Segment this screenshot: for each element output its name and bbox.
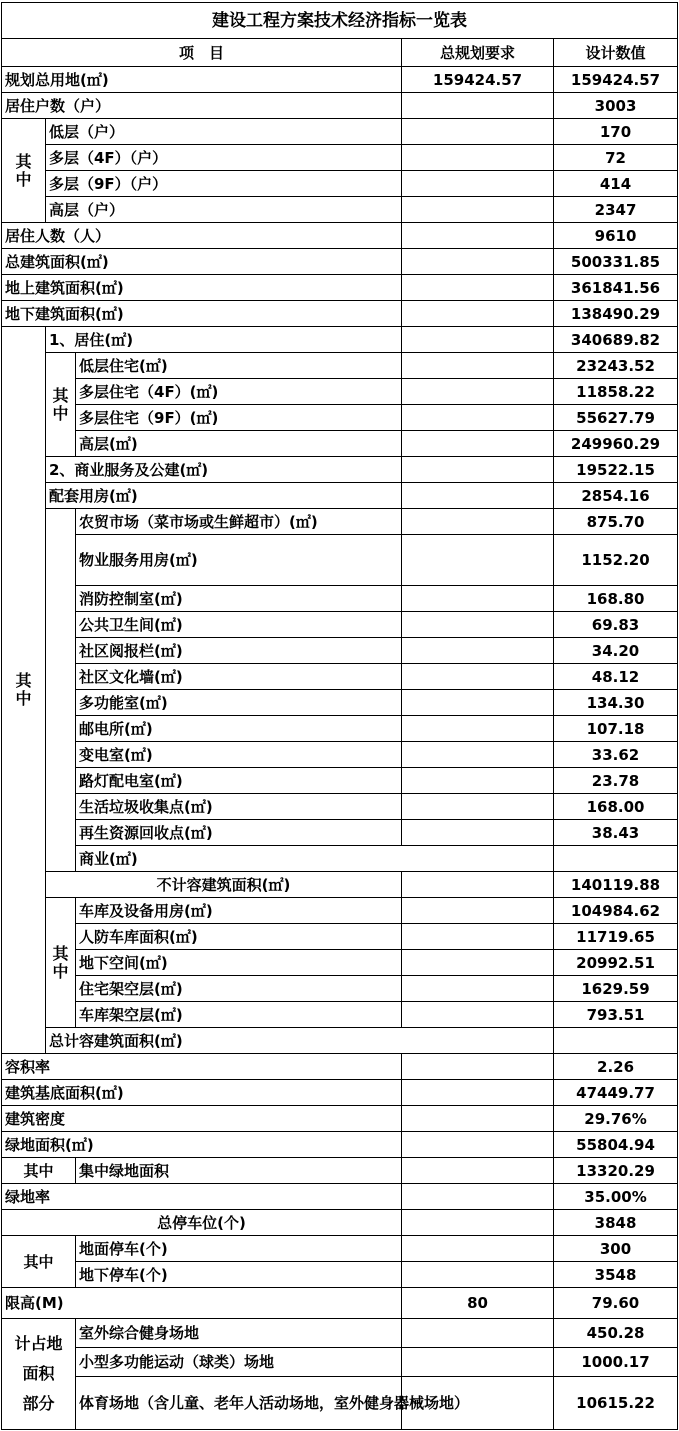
row-plan-value	[402, 1002, 554, 1028]
row-design-value: 29.76%	[554, 1106, 678, 1132]
row-plan-value	[402, 431, 554, 457]
row-design-value: 1000.17	[554, 1348, 678, 1377]
row-label: 路灯配电室(㎡)	[76, 768, 402, 794]
row-design-value: 69.83	[554, 612, 678, 638]
row-design-value: 2.26	[554, 1054, 678, 1080]
row-label: 总停车位(个)	[2, 1210, 402, 1236]
row-plan-value	[402, 1184, 554, 1210]
row-design-value: 168.80	[554, 586, 678, 612]
row-plan-value	[402, 171, 554, 197]
row-label: 住宅架空层(㎡)	[76, 976, 402, 1002]
row-plan-value	[402, 638, 554, 664]
row-design-value: 3848	[554, 1210, 678, 1236]
row-plan-value	[402, 1262, 554, 1288]
row-plan-value	[402, 898, 554, 924]
row-plan-value	[402, 457, 554, 483]
table-row	[2, 1106, 678, 1132]
row-label: 地面停车(个)	[76, 1236, 402, 1262]
row-label: 农贸市场（菜市场或生鲜超市）(㎡)	[76, 509, 402, 535]
row-plan-value	[402, 794, 554, 820]
row-design-value: 414	[554, 171, 678, 197]
row-label: 地上建筑面积(㎡)	[2, 275, 402, 301]
row-plan-value	[402, 1158, 554, 1184]
row-design-value: 875.70	[554, 509, 678, 535]
row-plan-value	[402, 742, 554, 768]
row-design-value: 168.00	[554, 794, 678, 820]
table-row	[2, 327, 678, 353]
table-row	[2, 353, 678, 379]
row-label: 室外综合健身场地	[76, 1319, 402, 1348]
table-row	[2, 1236, 678, 1262]
row-plan-value	[554, 1028, 678, 1054]
row-label: 低层住宅(㎡)	[76, 353, 402, 379]
row-design-value: 300	[554, 1236, 678, 1262]
row-plan-value	[554, 846, 678, 872]
row-design-value: 10615.22	[554, 1377, 678, 1430]
row-design-value: 23.78	[554, 768, 678, 794]
row-design-value: 72	[554, 145, 678, 171]
table-row	[2, 716, 678, 742]
row-label: 车库及设备用房(㎡)	[76, 898, 402, 924]
header-design: 设计数值	[554, 39, 678, 67]
row-label: 车库架空层(㎡)	[76, 1002, 402, 1028]
row-label: 生活垃圾收集点(㎡)	[76, 794, 402, 820]
row-plan-value	[402, 1210, 554, 1236]
qizhong-inline-label: 其中	[2, 1236, 76, 1288]
row-plan-value	[402, 119, 554, 145]
row-plan-value	[402, 768, 554, 794]
row-label: 体育场地（含儿童、老年人活动场地，室外健身器械场地）	[76, 1377, 402, 1430]
row-label: 人防车库面积(㎡)	[76, 924, 402, 950]
row-plan-value	[402, 327, 554, 353]
table-row	[2, 1028, 678, 1054]
row-label: 总建筑面积(㎡)	[2, 249, 402, 275]
table-row	[2, 872, 678, 898]
row-label: 配套用房(㎡)	[46, 483, 402, 509]
row-plan-value	[402, 924, 554, 950]
row-design-value: 134.30	[554, 690, 678, 716]
row-design-value: 2347	[554, 197, 678, 223]
indicators-table	[1, 2, 678, 1430]
table-row	[2, 664, 678, 690]
qizhong-label: 其 中	[46, 898, 76, 1028]
table-row	[2, 612, 678, 638]
row-design-value: 340689.82	[554, 327, 678, 353]
row-label: 1、居住(㎡)	[46, 327, 402, 353]
row-design-value: 249960.29	[554, 431, 678, 457]
table-row	[2, 457, 678, 483]
row-plan-value	[402, 1106, 554, 1132]
row-label: 高层（户）	[46, 197, 402, 223]
row-design-value: 38.43	[554, 820, 678, 846]
row-label: 规划总用地(㎡)	[2, 67, 402, 93]
row-design-value: 1152.20	[554, 535, 678, 586]
table-row	[2, 119, 678, 145]
row-label: 集中绿地面积	[76, 1158, 402, 1184]
table-row	[2, 1348, 678, 1377]
row-design-value: 3548	[554, 1262, 678, 1288]
table-row	[2, 301, 678, 327]
row-label: 再生资源回收点(㎡)	[76, 820, 402, 846]
row-label: 变电室(㎡)	[76, 742, 402, 768]
row-label: 多层住宅（4F）(㎡)	[76, 379, 402, 405]
row-label: 社区文化墙(㎡)	[76, 664, 402, 690]
row-design-value: 11858.22	[554, 379, 678, 405]
row-label: 地下停车(个)	[76, 1262, 402, 1288]
row-design-value: 1629.59	[554, 976, 678, 1002]
table-row	[2, 249, 678, 275]
row-plan-value	[402, 301, 554, 327]
row-design-value: 2854.16	[554, 483, 678, 509]
row-design-value: 23243.52	[554, 353, 678, 379]
blank-cell	[46, 509, 76, 872]
row-design-value: 34.20	[554, 638, 678, 664]
table-row	[2, 690, 678, 716]
row-label: 地下建筑面积(㎡)	[2, 301, 402, 327]
row-plan-value	[402, 509, 554, 535]
row-design-value: 793.51	[554, 1002, 678, 1028]
row-design-value: 47449.77	[554, 1080, 678, 1106]
row-design-value: 48.12	[554, 664, 678, 690]
table-row	[2, 846, 678, 872]
table-row	[2, 145, 678, 171]
row-label: 2、商业服务及公建(㎡)	[46, 457, 402, 483]
row-design-value: 13320.29	[554, 1158, 678, 1184]
table-row	[2, 742, 678, 768]
row-label: 消防控制室(㎡)	[76, 586, 402, 612]
row-label: 物业服务用房(㎡)	[76, 535, 402, 586]
table-row	[2, 976, 678, 1002]
row-plan-value	[402, 93, 554, 119]
row-plan-value	[402, 145, 554, 171]
row-plan-value	[402, 872, 554, 898]
row-plan-value	[402, 664, 554, 690]
row-plan-value	[402, 249, 554, 275]
row-label: 邮电所(㎡)	[76, 716, 402, 742]
table-row	[2, 197, 678, 223]
qizhong-label: 其 中	[46, 353, 76, 457]
row-design-value: 9610	[554, 223, 678, 249]
header-plan: 总规划要求	[402, 39, 554, 67]
row-label: 多层（9F）（户）	[46, 171, 402, 197]
row-plan-value	[402, 223, 554, 249]
table-row	[2, 535, 678, 586]
row-label: 低层（户）	[46, 119, 402, 145]
row-label: 建筑基底面积(㎡)	[2, 1080, 402, 1106]
row-plan-value	[402, 586, 554, 612]
table-row	[2, 509, 678, 535]
table-row	[2, 483, 678, 509]
table-row	[2, 1054, 678, 1080]
row-label: 限高(M)	[2, 1288, 402, 1319]
table-row	[2, 1377, 678, 1430]
table-row	[2, 171, 678, 197]
table-row	[2, 223, 678, 249]
row-design-value: 140119.88	[554, 872, 678, 898]
table-row	[2, 1262, 678, 1288]
row-label: 多层（4F）（户）	[46, 145, 402, 171]
row-label: 绿地面积(㎡)	[2, 1132, 402, 1158]
jizhandi-label: 计占地 面积 部分	[2, 1319, 76, 1430]
table-row	[2, 638, 678, 664]
row-design-value: 55804.94	[554, 1132, 678, 1158]
table-row	[2, 1080, 678, 1106]
row-label: 公共卫生间(㎡)	[76, 612, 402, 638]
row-design-value: 20992.51	[554, 950, 678, 976]
table-row	[2, 820, 678, 846]
row-label: 多层住宅（9F）(㎡)	[76, 405, 402, 431]
row-design-value: 35.00%	[554, 1184, 678, 1210]
row-design-value: 361841.56	[554, 275, 678, 301]
row-plan-value	[402, 690, 554, 716]
row-plan-value	[402, 1054, 554, 1080]
table-row	[2, 586, 678, 612]
table-title: 建设工程方案技术经济指标一览表	[2, 3, 678, 39]
row-plan-value	[402, 353, 554, 379]
row-label: 商业(㎡)	[76, 846, 554, 872]
row-label: 小型多功能运动（球类）场地	[76, 1348, 402, 1377]
table-row	[2, 898, 678, 924]
row-label: 社区阅报栏(㎡)	[76, 638, 402, 664]
row-design-value: 19522.15	[554, 457, 678, 483]
qizhong-inline-label: 其中	[2, 1158, 76, 1184]
row-label: 居住户数（户）	[2, 93, 402, 119]
row-design-value: 79.60	[554, 1288, 678, 1319]
table-row	[2, 1158, 678, 1184]
row-plan-value: 80	[402, 1288, 554, 1319]
table-row	[2, 93, 678, 119]
row-design-value: 450.28	[554, 1319, 678, 1348]
table-row	[2, 1002, 678, 1028]
table-row	[2, 950, 678, 976]
table-row	[2, 1132, 678, 1158]
row-plan-value	[402, 483, 554, 509]
row-design-value: 3003	[554, 93, 678, 119]
row-plan-value	[402, 379, 554, 405]
table-row	[2, 794, 678, 820]
row-plan-value	[402, 1348, 554, 1377]
row-label: 高层(㎡)	[76, 431, 402, 457]
table-row	[2, 924, 678, 950]
row-label: 容积率	[2, 1054, 402, 1080]
row-design-value: 104984.62	[554, 898, 678, 924]
row-design-value: 33.62	[554, 742, 678, 768]
row-plan-value	[402, 1236, 554, 1262]
row-plan-value	[402, 1319, 554, 1348]
row-plan-value	[402, 820, 554, 846]
table-row	[2, 405, 678, 431]
row-design-value: 107.18	[554, 716, 678, 742]
table-row	[2, 275, 678, 301]
table-row	[2, 1210, 678, 1236]
row-plan-value	[402, 405, 554, 431]
qizhong-label: 其 中	[2, 119, 46, 223]
qizhong-label: 其 中	[2, 327, 46, 1054]
table-row	[2, 67, 678, 93]
header-item: 项 目	[2, 39, 402, 67]
row-plan-value	[402, 1080, 554, 1106]
table-row	[2, 1288, 678, 1319]
row-label: 多功能室(㎡)	[76, 690, 402, 716]
row-label: 地下空间(㎡)	[76, 950, 402, 976]
row-design-value: 55627.79	[554, 405, 678, 431]
row-label: 总计容建筑面积(㎡)	[46, 1028, 554, 1054]
row-label: 居住人数（人）	[2, 223, 402, 249]
table-row	[2, 1184, 678, 1210]
row-plan-value	[402, 1132, 554, 1158]
row-plan-value	[402, 716, 554, 742]
row-design-value: 170	[554, 119, 678, 145]
table-row	[2, 768, 678, 794]
row-plan-value	[402, 612, 554, 638]
row-plan-value	[402, 197, 554, 223]
table-row	[2, 379, 678, 405]
row-design-value: 11719.65	[554, 924, 678, 950]
row-plan-value	[402, 976, 554, 1002]
row-plan-value	[402, 275, 554, 301]
row-label: 绿地率	[2, 1184, 402, 1210]
table-header-row	[2, 39, 678, 67]
row-plan-value: 159424.57	[402, 67, 554, 93]
table-title-row	[2, 3, 678, 39]
row-design-value: 500331.85	[554, 249, 678, 275]
table-row	[2, 431, 678, 457]
row-plan-value	[402, 535, 554, 586]
table-row	[2, 1319, 678, 1348]
row-plan-value	[402, 950, 554, 976]
row-label: 不计容建筑面积(㎡)	[46, 872, 402, 898]
row-design-value: 138490.29	[554, 301, 678, 327]
row-design-value: 159424.57	[554, 67, 678, 93]
row-label: 建筑密度	[2, 1106, 402, 1132]
